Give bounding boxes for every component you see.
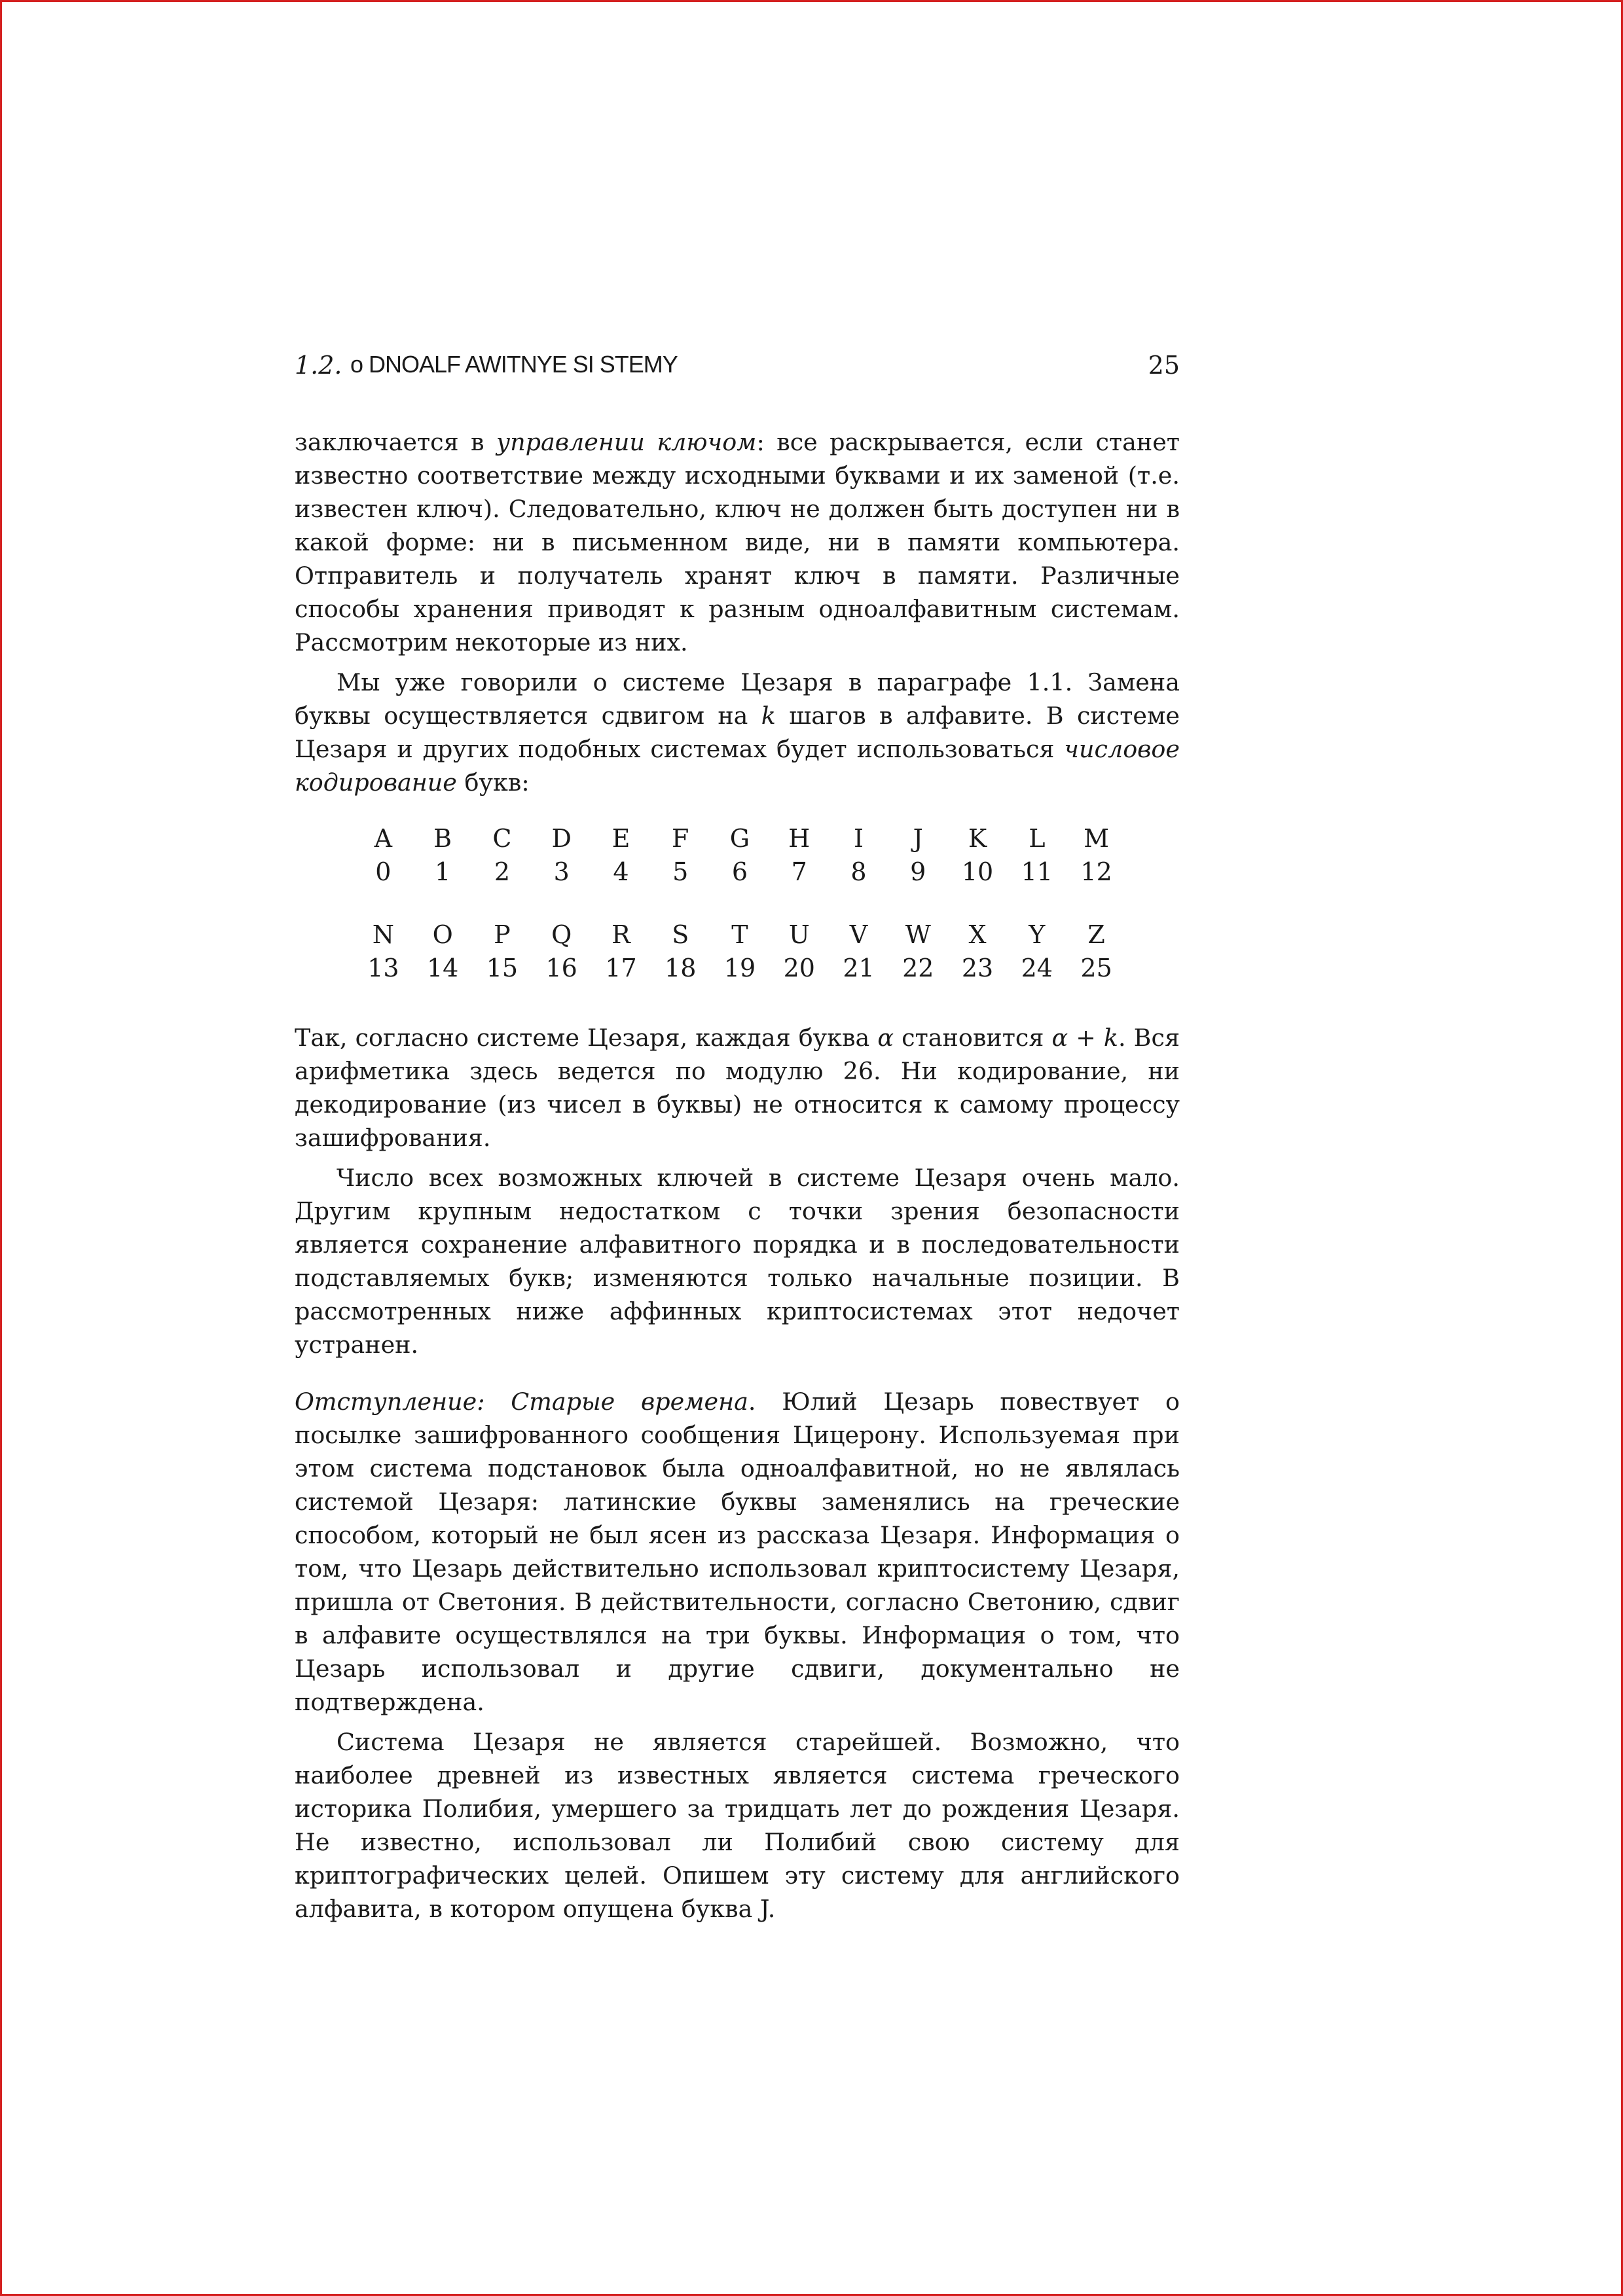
number-cell: 18 (665, 954, 697, 982)
paragraph-caesar-weakness: Число всех возможных ключей в системе Цезаря очень мало. Другим крупным недостатком с точки зрения безопасности является сохранение алфавитного порядка и в последовательности подставляемых букв; изменяются только начальные позиции. В рассмотренных ниже аффинных криптосистемах этот недочет устранен. (295, 1164, 1180, 1359)
page-number: 25 (1148, 351, 1180, 380)
letter-cell: M (1084, 824, 1110, 853)
number-cell: 16 (545, 954, 577, 982)
letter-cell: S (672, 920, 689, 949)
text-block-bottom (295, 1021, 1180, 1926)
number-cell: 22 (902, 954, 934, 982)
number-cell: 5 (672, 857, 689, 886)
number-cell: 20 (783, 954, 815, 982)
number-cell: 14 (426, 954, 459, 982)
emphasis-numeric-encoding: числовое кодирование (295, 735, 1180, 797)
text-span: . Юлий Цезарь повествует о посылке зашифрованного сообщения Цицерону. Используемая при этом система подстановок была одноалфавитной, но не являлась системой Цезаря: латинские буквы заменялись на греческие способом, который не был ясен из рассказа Цезаря. Информация о том, что Цезарь действительно использовал криптосистему Цезаря, пришла от Светония. В действительности, согласно Светонию, сдвиг в алфавите осуществлялся на три буквы. Информация о том, что Цезарь использовал и другие сдвиги, документально не подтверждена. (295, 1388, 1180, 1716)
letter-cell: X (968, 920, 987, 949)
number-cell: 25 (1080, 954, 1112, 982)
math-alpha: α (877, 1024, 894, 1052)
number-cell: 13 (367, 954, 399, 982)
number-cell: 11 (1021, 857, 1053, 886)
text-span: Мы уже говорили о системе Цезаря в параграфе 1.1. Замена буквы осуществляется сдвигом на (295, 668, 1180, 730)
letter-cell: Z (1087, 920, 1105, 949)
running-header (295, 346, 1180, 385)
numeric-encoding-table (354, 822, 1126, 985)
paragraph-caesar-rule (295, 1021, 1180, 1155)
number-cell: 0 (375, 857, 392, 886)
number-cell: 23 (961, 954, 994, 982)
paragraph-key-management (295, 425, 1180, 659)
letter-cell: I (854, 824, 864, 853)
number-cell: 8 (850, 857, 867, 886)
number-cell: 1 (435, 857, 451, 886)
text-span: . Вся арифметика здесь ведется по модулю 26. Ни кодирование, ни декодирование (из чисел в буквы) не относится к самому процессу зашифрования. (295, 1024, 1180, 1152)
letters-row-2 (354, 918, 1126, 952)
letter-cell: V (849, 920, 868, 949)
letter-cell: F (672, 824, 689, 853)
numbers-row-1 (354, 855, 1126, 889)
text-span: : все раскрывается, если станет известно соответствие между исходными буквами и их заменой (т.е. известен ключ). Следовательно, ключ не должен быть доступен ни в какой форме: ни в письменном виде, ни в памяти компьютера. Отправитель и получатель хранят ключ в памяти. Различные способы хранения приводят к разным одноалфавитным системам. Рассмотрим некоторые из них. (295, 428, 1180, 656)
math-alpha-plus-k: α + k (1051, 1024, 1118, 1052)
letter-cell: R (611, 920, 630, 949)
letter-cell: H (788, 824, 811, 853)
letter-cell: D (551, 824, 572, 853)
paragraph-polybius: Система Цезаря не является старейшей. Возможно, что наиболее древней из известных является система греческого историка Полибия, умершего за тридцать лет до рождения Цезаря. Не известно, использовал ли Полибий свою систему для криптографических целей. Опишем эту систему для английского алфавита, в котором опущена буква J. (295, 1728, 1180, 1923)
emphasis-digression: Отступление: Старые времена (295, 1388, 748, 1416)
letter-cell: N (372, 920, 394, 949)
letter-cell: G (729, 824, 750, 853)
letter-cell: L (1029, 824, 1046, 853)
letter-cell: T (731, 920, 748, 949)
number-cell: 9 (910, 857, 926, 886)
letter-cell: O (432, 920, 453, 949)
letter-cell: U (788, 920, 810, 949)
number-cell: 12 (1080, 857, 1112, 886)
letter-cell: K (968, 824, 987, 853)
number-cell: 3 (553, 857, 570, 886)
paragraph-caesar-intro (295, 666, 1180, 799)
number-cell: 19 (723, 954, 756, 982)
letter-cell: C (492, 824, 512, 853)
paragraph-digression (295, 1385, 1180, 1719)
text-span: букв: (456, 768, 530, 797)
number-cell: 24 (1021, 954, 1053, 982)
math-k: k (761, 702, 776, 730)
letter-cell: A (374, 824, 393, 853)
letters-row-1 (354, 822, 1126, 855)
text-span: шагов в алфавите. В системе Цезаря и других подобных системах будет использоваться (295, 702, 1180, 763)
letter-cell: Y (1029, 920, 1046, 949)
number-cell: 6 (731, 857, 748, 886)
letter-cell: W (905, 920, 931, 949)
letter-cell: E (611, 824, 630, 853)
letter-cell: P (494, 920, 511, 949)
section-title: o DNOALF AWITNYE SI STEMY (350, 351, 678, 378)
number-cell: 7 (791, 857, 807, 886)
emphasis-key-management: управлении ключом (496, 428, 757, 456)
number-cell: 17 (605, 954, 637, 982)
letter-cell: Q (551, 920, 572, 949)
number-cell: 2 (494, 857, 510, 886)
section-number: 1.2. (295, 351, 342, 380)
numbers-row-2 (354, 952, 1126, 985)
text-span: заключается в (295, 428, 496, 456)
number-cell: 4 (613, 857, 629, 886)
letter-cell: B (433, 824, 452, 853)
number-cell: 15 (486, 954, 519, 982)
number-cell: 21 (843, 954, 875, 982)
text-span: становится (894, 1024, 1052, 1052)
text-block-top (295, 425, 1180, 799)
text-span: Так, согласно системе Цезаря, каждая буква (295, 1024, 878, 1052)
number-cell: 10 (961, 857, 994, 886)
letter-cell: J (913, 824, 923, 853)
